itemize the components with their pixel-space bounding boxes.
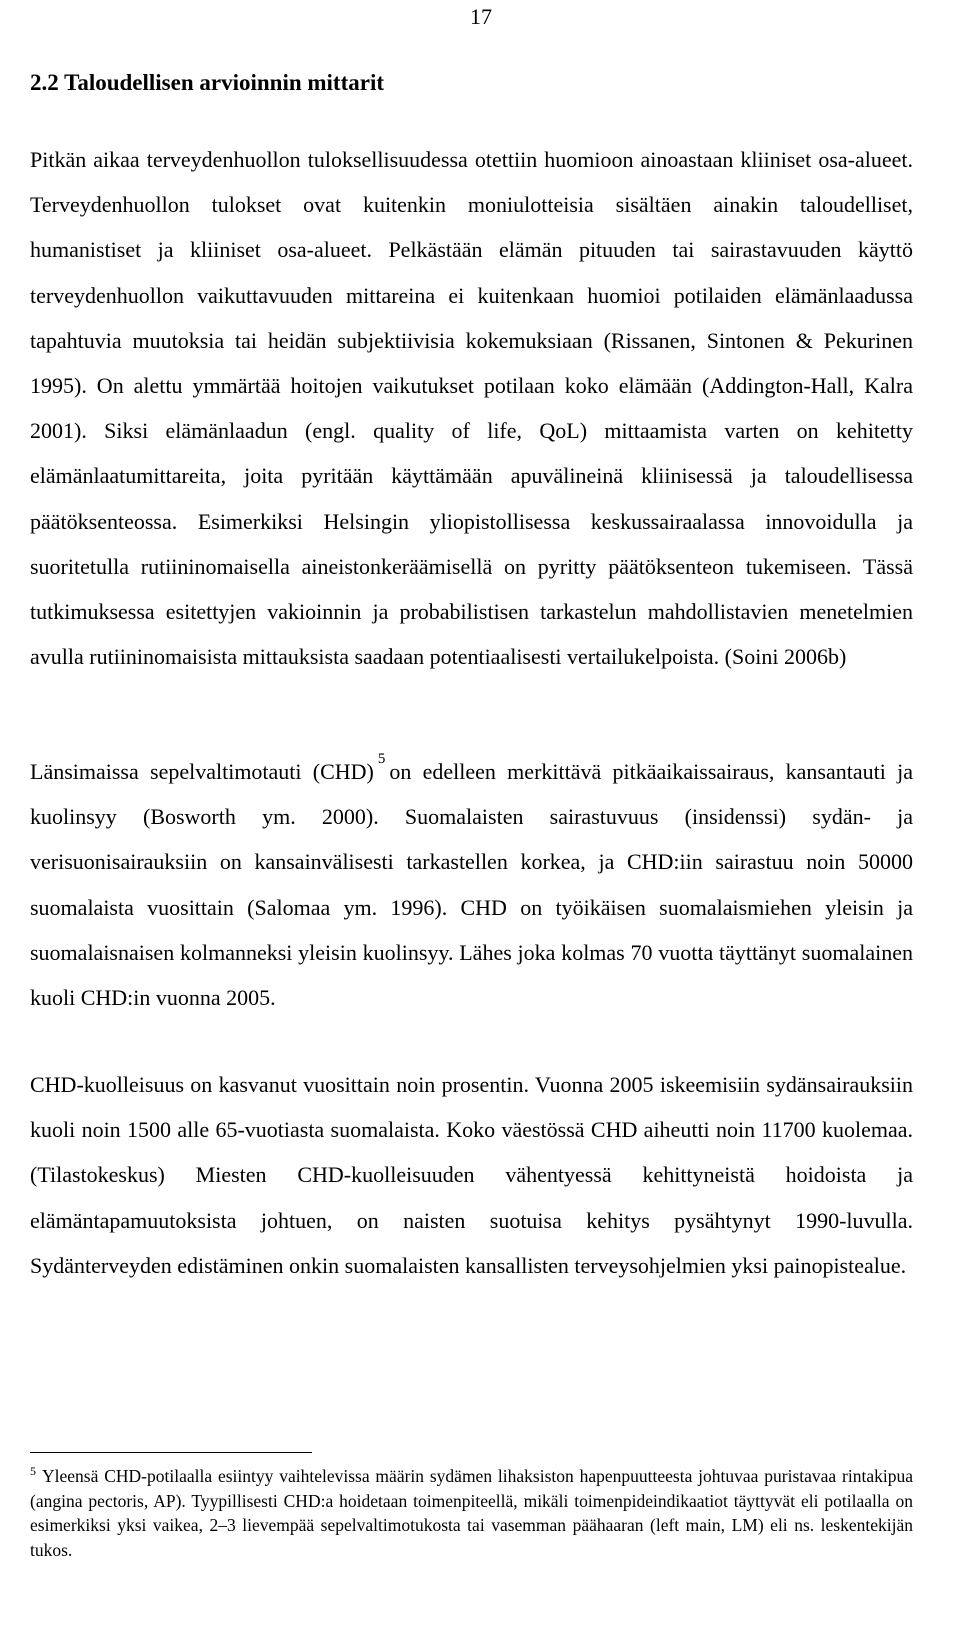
footnote-marker: 5 xyxy=(30,1464,36,1478)
footnote-text: Yleensä CHD-potilaalla esiintyy vaihtelevissa määrin sydämen lihaksiston hapenpuutteesta johtuvaa puristavaa rintakipua (angina pectoris, AP). Tyypillisesti CHD:a hoidetaan toimenpiteellä, mikäli toimenpideindikaatiot täyttyvät eli potilaalla on esimerkiksi yksi vaikea, 2–3 lievempää sepelvaltimotukosta tai vasemman päähaaran (left main, LM) eli ns. leskentekijän tukos. xyxy=(30,1466,913,1560)
paragraph-chd-mortality: CHD-kuolleisuus on kasvanut vuosittain noin prosentin. Vuonna 2005 iskeemisiin sydänsairauksiin kuoli noin 1500 alle 65-vuotiasta suomalaista. Koko väestössä CHD aiheutti noin 11700 kuolemaa. (Tilastokeskus) Miesten CHD-kuolleisuuden vähentyessä kehittyneistä hoidoista ja elämäntapamuutoksista johtuen, on naisten suotuisa kehitys pysähtynyt 1990-luvulla. Sydänterveyden edistäminen onkin suomalaisten kansallisten terveysohjelmien yksi painopistealue. xyxy=(30,1072,913,1278)
section-heading: 2.2 Taloudellisen arvioinnin mittarit xyxy=(30,70,384,95)
paragraph-quality-of-life: Pitkän aikaa terveydenhuollon tuloksellisuudessa otettiin huomioon ainoastaan kliiniset osa-alueet. Terveydenhuollon tulokset ovat kuitenkin moniulotteisia sisältäen ainakin taloudelliset, humanistiset ja kliiniset osa-alueet. Pelkästään elämän pituuden tai sairastavuuden käyttö terveydenhuollon vaikuttavuuden mittareina ei kuitenkaan huomioi potilaiden elämänlaadussa tapahtuvia muutoksia tai heidän subjektiivisia kokemuksiaan (Rissanen, Sintonen & Pekurinen 1995). On alettu ymmärtää hoitojen vaikutukset potilaan koko elämään (Addington-Hall, Kalra 2001). Siksi elämänlaadun (engl. quality of life, QoL) mittaamista varten on kehitetty elämänlaatumittareita, joita pyritään käyttämään apuvälineinä kliinisessä ja taloudellisessa päätöksenteossa. Esimerkiksi Helsingin yliopistollisessa keskussairaalassa innovoidulla ja suoritetulla rutiininomaisella aineistonkeräämisellä on pyritty päätöksenteon tukemiseen. Tässä tutkimuksessa esitettyjen vakioinnin ja probabilistisen tarkastelun mahdollistavien menetelmien avulla rutiininomaisista mittauksista saadaan potentiaalisesti vertailukelpoista. (Soini 2006b) xyxy=(30,147,913,670)
footnote-divider xyxy=(30,1452,312,1453)
page-number: 17 xyxy=(470,4,492,29)
footnote xyxy=(30,1464,913,1562)
footnote-reference: 5 xyxy=(377,751,386,767)
paragraph-chd-prevalence xyxy=(30,749,913,1020)
paragraph-text-before-ref: Länsimaissa sepelvaltimotauti (CHD) xyxy=(30,759,374,784)
paragraph-text-after-ref: on edelleen merkittävä pitkäaikaissairaus, kansantauti ja kuolinsyy (Bosworth ym. 2000). Suomalaisten sairastuvuus (insidenssi) sydän- ja verisuonisairauksiin on kansainvälisesti tarkastellen korkea, ja CHD:iin sairastuu noin 50000 suomalaista vuosittain (Salomaa ym. 1996). CHD on työikäisen suomalaismiehen yleisin ja suomalaisnaisen kolmanneksi yleisin kuolinsyy. Lähes joka kolmas 70 vuotta täyttänyt suomalainen kuoli CHD:in vuonna 2005. xyxy=(30,759,913,1011)
